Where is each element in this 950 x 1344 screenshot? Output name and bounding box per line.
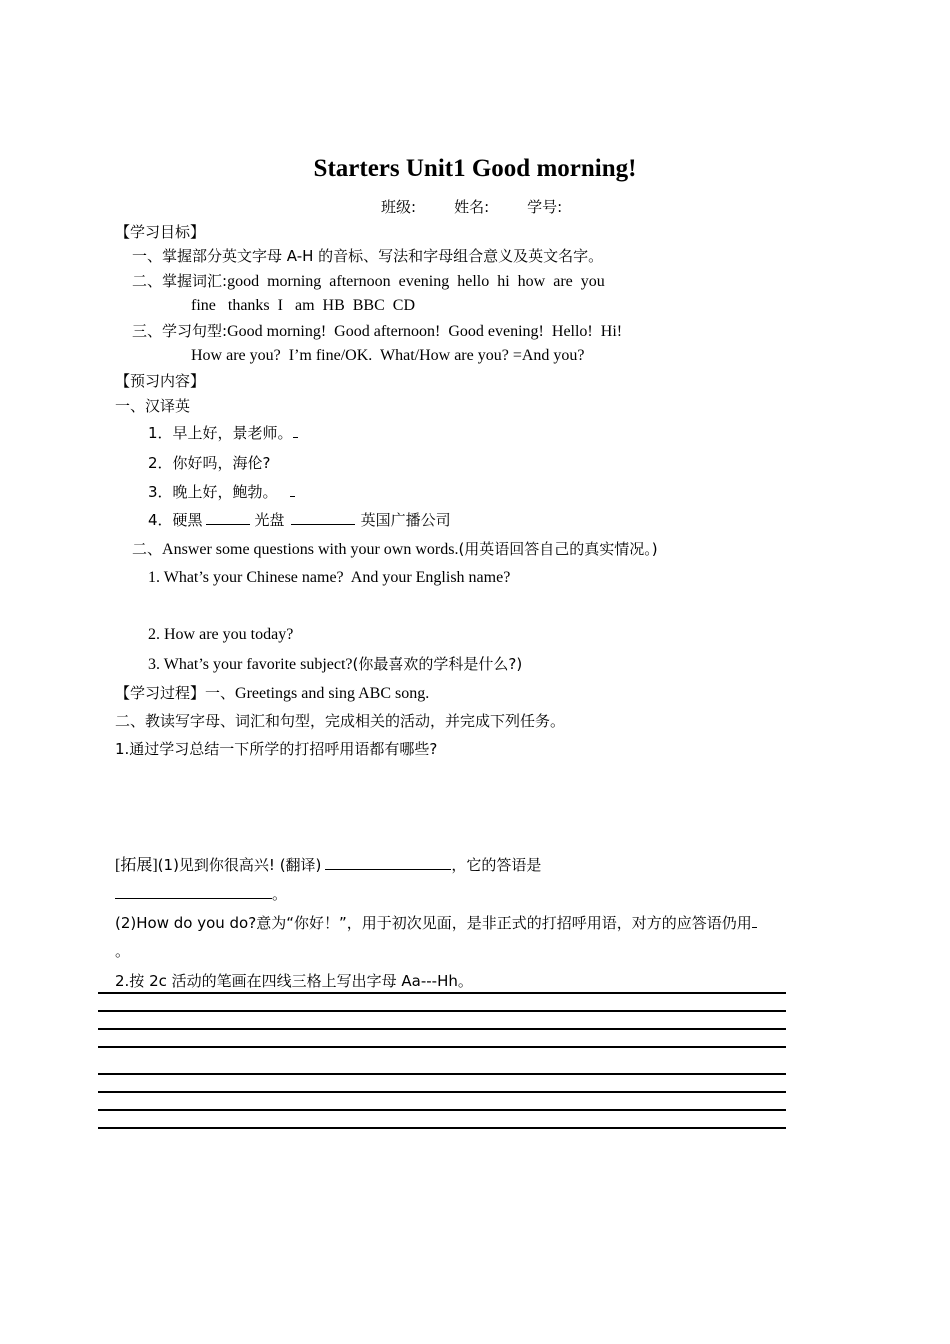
answer-q3 (148, 654, 522, 675)
goal-item-3-sentences: Good morning! Good afternoon! Good evening! Hello! Hi! (227, 323, 623, 340)
reply-blank[interactable] (752, 913, 757, 928)
preview-section-1: 一、汉译英 (115, 397, 191, 415)
process-item-1: Greetings and sing ABC song. (235, 685, 430, 702)
extension-2-text: (2)How do you do?意为“你好！”，用于初次见面，是非正式的打招呼用语，对方的应答语仍用 (115, 914, 752, 932)
section-2-en: Answer some questions with your own words. (162, 541, 459, 558)
grid-line (98, 1046, 786, 1048)
goal-item-1: 一、掌握部分英文字母 A-H 的音标、写法和字母组合意义及英文名字。 (132, 247, 604, 265)
goal-item-3 (132, 321, 622, 342)
goals-heading: 【学习目标】 (115, 223, 206, 241)
name-label: 姓名: (454, 198, 490, 216)
grid-line (98, 1010, 786, 1012)
translate-q3-text: 3．晚上好，鲍勃。 (148, 483, 278, 501)
extension-1b: ，它的答语是 (451, 856, 542, 874)
answer-blank[interactable] (290, 482, 295, 497)
grid-line (98, 1091, 786, 1093)
extension-1-answer (115, 884, 287, 904)
extension-label: [拓展] (115, 857, 158, 874)
translate-q1 (148, 423, 298, 443)
grid-line (98, 992, 786, 994)
extension-2 (115, 913, 757, 933)
extension-1 (115, 855, 541, 876)
translation-blank[interactable] (325, 855, 451, 870)
goal-item-3-cont: How are you? I’m fine/OK. What/How are you? =And you? (191, 347, 585, 364)
process-item-2: 二、教读写字母、词汇和句型，完成相关的活动，并完成下列任务。 (115, 712, 566, 730)
class-label: 班级: (381, 198, 417, 216)
preview-section-2 (132, 539, 658, 560)
translate-q4-b: 光盘 (254, 511, 285, 529)
answer-q3-cn: (你最喜欢的学科是什么?) (352, 655, 523, 673)
reply-blank[interactable] (115, 884, 272, 899)
page-title: Starters Unit1 Good morning! (313, 155, 637, 182)
grid-line (98, 1073, 786, 1075)
grid-line (98, 1127, 786, 1129)
section-2-cn: (用英语回答自己的真实情况。) (458, 540, 658, 558)
process-heading (115, 683, 429, 704)
translate-q2: 2．你好吗，海伦? (148, 454, 271, 472)
goal-item-2 (132, 271, 605, 292)
goal-item-3-label: 三、学习句型: (132, 322, 228, 340)
translate-q4-a: 4．硬黑 (148, 511, 203, 529)
process-heading-label: 【学习过程】一、 (115, 684, 236, 702)
goal-item-2-label: 二、掌握词汇: (132, 272, 228, 290)
task-2: 2.按 2c 活动的笔画在四线三格上写出字母 Aa---Hh。 (115, 972, 473, 990)
translate-q4 (148, 510, 451, 530)
section-2-label: 二、 (132, 540, 163, 558)
answer-q1: 1. What’s your Chinese name? And your English name? (148, 569, 511, 586)
translate-q1-text: 1．早上好，景老师。 (148, 424, 293, 442)
answer-q3-en: 3. What’s your favorite subject? (148, 656, 353, 673)
student-info (381, 197, 562, 217)
grid-line (98, 1109, 786, 1111)
period-mark: 。 (272, 885, 288, 903)
task-1: 1.通过学习总结一下所学的打招呼用语都有哪些? (115, 740, 438, 758)
answer-blank[interactable] (206, 510, 250, 525)
extension-2-period: 。 (115, 942, 131, 960)
translate-q3 (148, 482, 295, 502)
grid-line (98, 1028, 786, 1030)
goal-item-2-cont: fine thanks I am HB BBC CD (191, 297, 415, 314)
translate-q4-c: 英国广播公司 (360, 511, 451, 529)
answer-blank[interactable] (291, 510, 355, 525)
answer-blank[interactable] (293, 423, 298, 438)
answer-q2: 2. How are you today? (148, 626, 294, 643)
extension-1a: (1)见到你很高兴! (翻译) (157, 856, 322, 874)
number-label: 学号: (527, 198, 563, 216)
preview-heading: 【预习内容】 (115, 372, 206, 390)
goal-item-2-words: good morning afternoon evening hello hi how are you (227, 273, 605, 290)
